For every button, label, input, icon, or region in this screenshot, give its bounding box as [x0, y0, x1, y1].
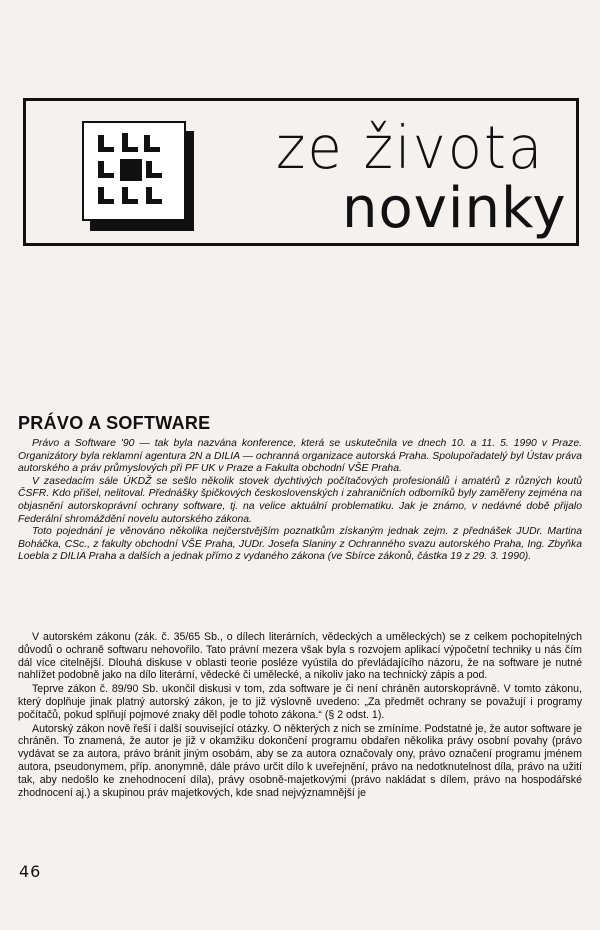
logo-icon — [84, 123, 184, 219]
article-title: PRÁVO A SOFTWARE — [18, 413, 211, 433]
intro-paragraph: Toto pojednání je věnováno několika nejčerstvějším poznatkům získaným jednak zejm. z přednášek JUDr. Martina Boháčka, CSc., z fakulty obchodní VŠE Praha, JUDr. Josefa Slaniny z Ochranného svazu autorského Praha, Ing. Zbyňka Loebla z DILIA Praha a dalších a jednak přímo z vydaného zákona (ve Sbírce zákonů, částka 19 z 29. 3. 1990). — [18, 526, 582, 563]
page-number: 46 — [19, 862, 42, 881]
header-line-2: novinky — [342, 176, 567, 241]
body-paragraph: Autorský zákon nově řeší i další související otázky. O některých z nich se zmíníme. Podstatné je, že autor software je chráněn. To znamená, že autor je již v okamžiku dokončení programu obdařen několika právy osobní povahy (právo vydávat se za autora, právo bránit jiným osobám, aby se za autora označovaly ony, právo označení programu jménem autora, pseudonymem, příp. anonymně, dále právo určit dílo k uveřejnění, právo na nedotknutelnost díla, právo na užití tak, aby nedošlo ke znehodnocení díla), právy osobně-majetkovými (právo nakládat s dílem, právo na hospodářské zhodnocení aj.) a skupinou práv majetkových, kde snad nejvýznamnější je — [18, 722, 582, 799]
article-body — [18, 631, 582, 799]
article-intro — [18, 438, 582, 564]
intro-paragraph: V zasedacím sále ÚKDŽ se sešlo několik stovek dychtivých počítačových profesionálů i amatérů z různých koutů ČSFR. Kdo přišel, nelitoval. Přednášky špičkových československých i zahraničních odborníků byly zaměřeny zejména na objasnění autorskoprávní ochrany software, tj. na velice aktuální problematiku. Jak je známo, v nedávné době přijalo Federální shromáždění novelu autorského zákona. — [18, 475, 582, 525]
section-banner — [23, 98, 579, 246]
section-logo — [82, 121, 186, 221]
header-line-1: ze života — [276, 114, 545, 183]
intro-paragraph: Právo a Software '90 — tak byla nazvána konference, která se uskutečnila ve dnech 10. a 11. 5. 1990 v Praze. Organizátory byla reklamní agentura 2N a DILIA — ochranná organizace autorská Praha. Spolupořadatelý byl Ústav práva autorského a práv průmyslových při PF UK v Praze a Fakulta obchodní VŠE Praha. — [18, 438, 582, 475]
body-paragraph: Teprve zákon č. 89/90 Sb. ukončil diskusi v tom, zda software je či není chráněn autorskoprávně. V tomto zákonu, který doplňuje jinak platný autorský zákon, je to již výslovně uvedeno: „Za předmět ochrany se považují i programy počítačů, pokud splňují pojmové znaky děl podle tohoto zákona.“ (§ 2 odst. 1). — [18, 683, 582, 721]
body-paragraph: V autorském zákonu (zák. č. 35/65 Sb., o dílech literárních, vědeckých a uměleckých) se z celkem pochopitelných důvodů o ochraně softwaru nehovořilo. Tato právní mezera však byla s rozvojem aplikací výpočetní techniky u nás čím dál více citelnější. Dlouhá diskuse v oblasti teorie posléze vyústila do převládajícího názoru, že na software je nutné nahlížet podobně jako na dílo literární, vědecké či umělecké, a nikoliv jako na technický zápis a pod. — [18, 631, 582, 682]
